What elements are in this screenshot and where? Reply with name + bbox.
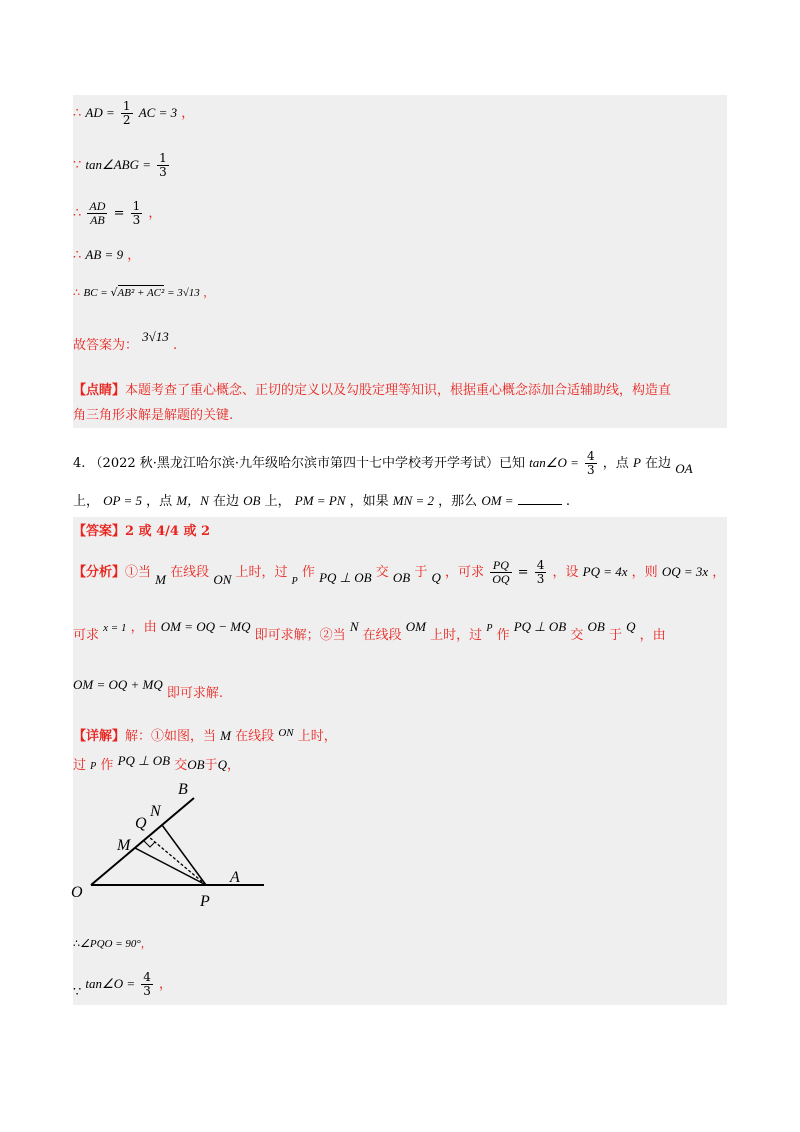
equals: = <box>517 565 529 580</box>
segment-pq <box>149 837 206 885</box>
detail-tan-line <box>73 971 172 998</box>
formula-ad: AD = <box>85 105 115 120</box>
label-m: M <box>117 837 131 854</box>
formula-mn: MN = 2 <box>392 493 435 508</box>
formula-om: OM = <box>481 493 514 508</box>
formula-om-sub: OM = OQ − MQ <box>160 619 251 634</box>
detail-line-2 <box>73 753 240 775</box>
formula-pq-4x: PQ = 4x <box>582 564 628 579</box>
therefore-symbol: ∴ <box>73 248 82 263</box>
text: 于 <box>204 758 218 773</box>
solution-block-top <box>73 95 727 428</box>
fraction-ad-ab: $\frac{AD}{AB}$ <box>89 199 106 227</box>
text: 交 <box>570 628 584 643</box>
analysis-line-2 <box>73 619 666 643</box>
text: 在线段 <box>362 628 402 643</box>
question-number: 4. <box>73 456 86 471</box>
formula-op: OP = 5 <box>103 493 143 508</box>
formula-oq-3x: OQ = 3x <box>661 564 709 579</box>
formula-tan-abg: tan∠ABG = <box>85 157 151 172</box>
text: ， <box>226 758 240 773</box>
comma: ， <box>148 206 162 221</box>
detail-angle-line <box>73 936 152 952</box>
line-ab <box>73 247 140 264</box>
point-m: M <box>155 572 167 587</box>
comma: ， <box>127 248 141 263</box>
text: 在线段 <box>170 565 210 580</box>
answer-label: 故答案为： <box>73 338 139 353</box>
fraction-four-thirds: $\frac{4}{3}$ <box>587 449 595 477</box>
fraction-third: $\frac{1}{3}$ <box>159 151 167 179</box>
segment-ob: OB <box>243 493 261 508</box>
text: 上时，过 <box>430 628 483 643</box>
comma: ， <box>181 106 195 121</box>
analysis-line-1 <box>73 559 725 586</box>
segment-on: ON <box>213 572 232 587</box>
label-a: A <box>230 869 240 886</box>
answer-text: 2 或 4/4 或 2 <box>125 524 211 539</box>
label-b: B <box>178 781 188 798</box>
point-q: Q <box>431 570 441 585</box>
segment-ob: OB <box>187 757 205 772</box>
formula-ac: AC = 3 <box>138 105 178 120</box>
comma: ， <box>159 977 173 992</box>
point-m: M <box>220 728 232 743</box>
comma: ， <box>203 286 215 299</box>
formula-x-1: x = 1 <box>103 622 127 634</box>
point-p: P <box>291 576 298 587</box>
text: 过 <box>73 758 87 773</box>
fraction-four-thirds: $\frac{4}{3}$ <box>536 558 545 586</box>
points-mn: M，N <box>176 493 209 508</box>
fraction-pq-oq: $\frac{PQ}{OQ}$ <box>492 558 510 586</box>
text: 解：①如图，当 <box>125 729 217 744</box>
formula-pq-perp-ob: PQ ⊥ OB <box>513 619 567 634</box>
segment-pm <box>135 848 206 885</box>
text: 上时， <box>297 729 337 744</box>
text: 上， <box>264 494 291 509</box>
period: . <box>565 494 570 509</box>
formula-tan-o: tan∠O = <box>529 455 579 470</box>
question-line-1 <box>73 450 693 477</box>
label-p: P <box>200 893 210 910</box>
text: ，则 <box>631 565 658 580</box>
formula-ab: AB = 9 <box>85 247 124 262</box>
line-ad-ab <box>73 200 161 227</box>
formula-tan-o: tan∠O = <box>85 976 136 991</box>
point-p: P <box>632 455 641 470</box>
answer-line <box>73 329 178 354</box>
text: 即可求解；②当 <box>254 628 346 643</box>
segment-ob: OB <box>392 570 411 585</box>
formula-pq-perp-ob: PQ ⊥ OB <box>319 570 372 585</box>
answer-blank <box>518 504 562 505</box>
label-q: Q <box>135 815 147 832</box>
segment-oa: OA <box>675 461 693 476</box>
answer-value: 3√13 <box>142 329 169 344</box>
text: ，如果 <box>349 494 389 509</box>
text: ①当 <box>125 565 152 580</box>
formula-pm-pn: PM = PN <box>294 493 346 508</box>
question-source: （2022 秋·黑龙江哈尔滨·九年级哈尔滨市第四十七中学校考开学考试）已知 <box>89 456 526 471</box>
text: 作 <box>100 758 114 773</box>
point-p: P <box>486 623 493 634</box>
formula-bc-result: = 3√13 <box>164 287 200 299</box>
answer-label: 【答案】 <box>73 524 126 539</box>
because-symbol: ∵ <box>73 158 82 173</box>
point-n: N <box>349 619 359 634</box>
point-p: P <box>90 761 97 772</box>
label-o: O <box>71 884 83 901</box>
comment-line-1 <box>73 383 671 399</box>
therefore-symbol: ∴ <box>73 937 80 950</box>
comment-line-2: 角三角形求解是解题的关键. <box>73 408 234 423</box>
detail-line-1 <box>73 728 337 745</box>
text: 即可求解. <box>166 686 224 701</box>
text: ， <box>712 565 726 580</box>
text: 可求 <box>73 628 100 643</box>
text: 交 <box>174 758 188 773</box>
segment-on: ON <box>278 727 294 739</box>
text: ，由 <box>130 620 157 635</box>
segment-pn <box>162 825 206 885</box>
therefore-symbol: ∴ <box>73 206 82 221</box>
text: 在边 <box>212 494 239 509</box>
comma: ， <box>140 937 152 950</box>
comment-label: 【点睛】 <box>73 383 126 398</box>
because-symbol: ∵ <box>73 985 82 1000</box>
text: 于 <box>608 628 622 643</box>
label-n: N <box>150 803 161 820</box>
detail-label: 【详解】 <box>73 729 126 744</box>
line-ad <box>73 100 194 127</box>
point-q: Q <box>626 619 636 634</box>
text: 于 <box>414 565 428 580</box>
equals: = <box>113 206 125 221</box>
text: ，可求 <box>445 565 485 580</box>
fraction-third-2: $\frac{1}{3}$ <box>132 199 141 227</box>
text-on-side: 在边 <box>645 456 672 471</box>
question-line-2 <box>73 493 570 510</box>
fraction-four-thirds: $\frac{4}{3}$ <box>143 970 151 998</box>
answer-period: . <box>172 338 178 353</box>
answer-row <box>73 524 210 540</box>
sqrt-ab-ac: AB² + AC² <box>117 287 165 299</box>
line-tan-abg <box>73 152 171 179</box>
text: 作 <box>496 628 510 643</box>
geometry-figure <box>66 780 276 910</box>
formula-angle-pqo: ∠PQO = 90° <box>80 938 141 950</box>
fraction-half: $\frac{1}{2}$ <box>122 99 131 127</box>
text: ，设 <box>552 565 579 580</box>
therefore-symbol: ∴ <box>73 286 80 299</box>
text: 交 <box>375 565 389 580</box>
comment-text-1: 本题考查了重心概念、正切的定义以及勾股定理等知识，根据重心概念添加合适辅助线，构造直 <box>125 383 672 398</box>
line-bc: ∴ BC = √AB² + AC² = 3√13 ， <box>73 286 215 299</box>
text: ，由 <box>639 628 666 643</box>
text: 作 <box>301 565 315 580</box>
segment-ob: OB <box>587 619 605 634</box>
text: 在线段 <box>235 729 275 744</box>
point-q: Q <box>217 757 227 772</box>
text: 上时，过 <box>235 565 288 580</box>
segment-om: OM <box>405 619 427 634</box>
analysis-label: 【分析】 <box>73 565 126 580</box>
text: ，点 <box>146 494 173 509</box>
formula-pq-perp-ob: PQ ⊥ OB <box>117 753 171 768</box>
formula-om-add: OM = OQ + MQ <box>73 677 163 692</box>
analysis-line-3 <box>73 677 224 701</box>
text: ，那么 <box>438 494 478 509</box>
formula-bc: BC = <box>83 287 111 299</box>
text: 上， <box>73 494 100 509</box>
ray-ob <box>91 798 194 885</box>
therefore-symbol: ∴ <box>73 106 82 121</box>
right-angle-mark <box>144 841 155 847</box>
text-point: ，点 <box>602 456 629 471</box>
